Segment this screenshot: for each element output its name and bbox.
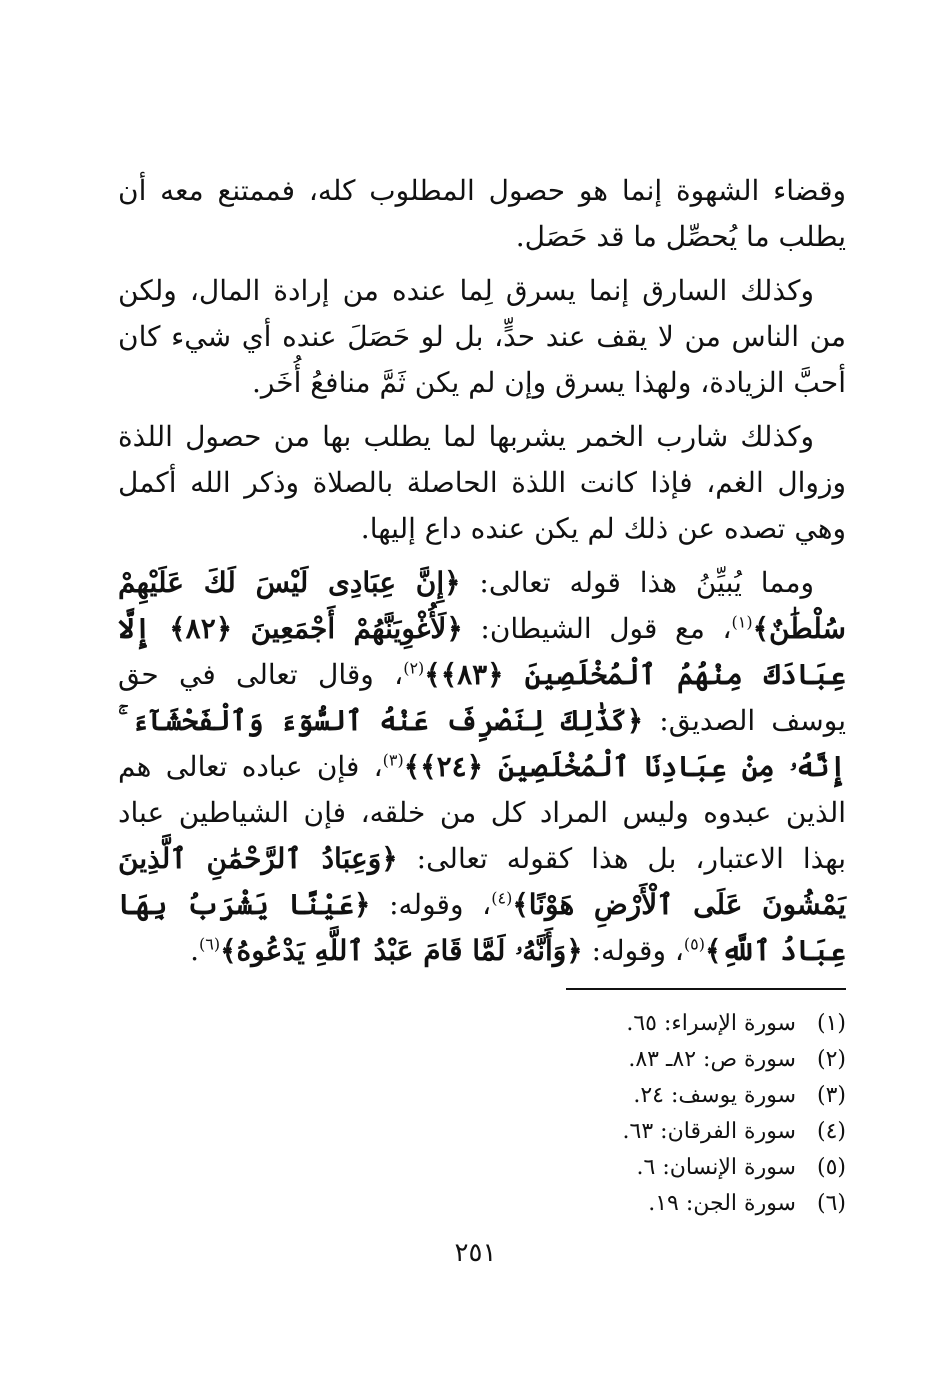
quran-verse: ﴿وَعِبَادُ ٱلرَّحْمَٰنِ ٱلَّذِينَ يَمْشُونَ عَلَى ٱلْأَرْضِ هَوْنًا﴾	[118, 842, 846, 921]
footnote-text: سورة يوسف: ٢٤.	[633, 1083, 796, 1108]
footnote-number: (٦)	[816, 1191, 846, 1216]
footnote-text: سورة الإنسان: ٦.	[636, 1155, 796, 1180]
footnote-number: (٥)	[816, 1155, 846, 1180]
quran-verse: ﴿لَأُغْوِيَنَّهُمْ أَجْمَعِينَ ﴿٨٢﴾ إِلَّا عِبَادَكَ مِنْهُمُ ٱلْمُخْلَصِينَ ﴿٨٣﴾﴾	[118, 612, 846, 691]
quran-verse: ﴿كَذَٰلِكَ لِنَصْرِفَ عَنْهُ ٱلسُّوٓءَ وَٱلْفَحْشَآءَ ۚ إِنَّهُۥ مِنْ عِبَادِنَا ٱلْمُخْلَصِينَ ﴿٢٤﴾﴾	[118, 704, 846, 783]
quran-verse: ﴿إِنَّ عِبَادِى لَيْسَ لَكَ عَلَيْهِمْ سُلْطَٰنٌ﴾	[118, 566, 847, 645]
paragraph-4	[118, 560, 846, 974]
text-segment: ، وقوله:	[370, 888, 492, 921]
footnote-ref: (٦)	[199, 934, 221, 954]
footnote-item	[446, 1114, 846, 1150]
footnote-ref: (٤)	[491, 888, 513, 908]
footnote-ref: (٢)	[403, 658, 425, 678]
paragraph-3: وكذلك شارب الخمر يشربها لما يطلب بها من حصول اللذة وزوال الغم، فإذا كانت اللذة الحاصلة بالصلاة وذكر الله أكمل وهي تصده عن ذلك لم يكن عنده داع إليها.	[118, 420, 847, 545]
footnote-text: سورة الفرقان: ٦٣.	[622, 1119, 796, 1144]
footnote-number: (١)	[816, 1011, 846, 1036]
footnote-item	[446, 1150, 846, 1186]
paragraph-2: وكذلك السارق إنما يسرق لِما عنده من إرادة المال، ولكن من الناس من لا يقف عند حدٍّ، بل لو حَصَلَ عنده أي شيء كان أحبَّ الزيادة، ولهذا يسرق وإن لم يكن ثَمَّ منافعُ أُخَر.	[118, 274, 846, 399]
footnotes-list	[446, 1006, 846, 1222]
paragraph-1: وقضاء الشهوة إنما هو حصول المطلوب كله، فممتنع معه أن يطلب ما يُحصِّل ما قد حَصَل.	[118, 174, 846, 253]
text-segment: ومما يُبيِّنُ هذا قوله تعالى:	[460, 566, 815, 599]
quran-verse: ﴿عَيْنًا يَشْرَبُ بِهَا عِبَادُ ٱللَّهِ﴾	[118, 888, 846, 967]
footnote-text: سورة الجن: ١٩.	[648, 1191, 796, 1216]
footnote-item	[446, 1042, 846, 1078]
footnote-item	[446, 1006, 846, 1042]
footnote-number: (٤)	[816, 1119, 846, 1144]
footnote-ref: (١)	[731, 612, 753, 632]
page-number: ٢٥١	[454, 1238, 497, 1268]
footnote-item	[446, 1186, 846, 1222]
main-text	[118, 168, 846, 982]
text-segment: ، فإن عباده تعالى هم الذين عبدوه وليس المراد كل من خلقه، فإن الشياطين عباد بهذا الاعتبار، بل هذا كقوله تعالى:	[118, 750, 846, 875]
footnote-text: سورة ص: ٨٢ـ ٨٣.	[628, 1047, 796, 1072]
text-segment: ، مع قول الشيطان:	[462, 612, 732, 645]
text-segment: ، وقال تعالى في حق يوسف الصديق:	[118, 658, 847, 737]
footnote-ref: (٥)	[683, 934, 705, 954]
footnote-ref: (٣)	[382, 750, 404, 770]
text-segment: ، وقوله:	[582, 934, 684, 967]
quran-verse: ﴿وَأَنَّهُۥ لَمَّا قَامَ عَبْدُ ٱللَّهِ يَدْعُوهُ﴾	[220, 934, 583, 967]
footnote-text: سورة الإسراء: ٦٥.	[626, 1011, 796, 1036]
text-segment: .	[190, 934, 200, 967]
footnote-number: (٢)	[816, 1047, 846, 1072]
footnote-item	[446, 1078, 846, 1114]
footnote-number: (٣)	[816, 1083, 846, 1108]
footnote-divider	[566, 988, 846, 990]
